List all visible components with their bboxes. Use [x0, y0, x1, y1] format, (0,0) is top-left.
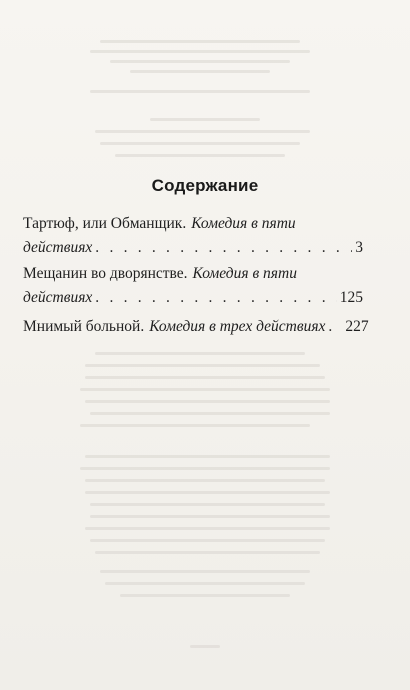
work-genre: Комедия в пяти	[192, 265, 297, 282]
work-genre: Комедия в трех действиях	[149, 318, 326, 335]
work-title: Мещанин во дворянстве.	[23, 265, 188, 282]
toc-entry-bourgeois[interactable]	[23, 262, 363, 310]
dot-leader	[95, 286, 336, 310]
toc-entry-tartuffe[interactable]	[23, 212, 363, 260]
dot-leader	[95, 236, 352, 260]
work-title: Тартюф, или Обманщик.	[23, 215, 187, 232]
toc-entry-line	[23, 262, 363, 286]
toc-heading: Содержание	[151, 176, 259, 195]
page-number: 125	[339, 289, 363, 306]
work-genre-continued: действиях	[23, 239, 93, 256]
work-title: Мнимый больной.	[23, 318, 145, 335]
page-number: 227	[345, 318, 369, 335]
work-genre: Комедия в пяти	[191, 215, 296, 232]
toc-entry-line	[23, 236, 363, 260]
toc-entry-imaginary-invalid[interactable]	[23, 315, 369, 339]
dot-leader	[328, 315, 336, 339]
toc-entry-line	[23, 315, 369, 339]
toc-entry-line	[23, 212, 363, 236]
page-number: 3	[355, 239, 363, 256]
work-genre-continued: действиях	[23, 289, 93, 306]
toc-entry-line	[23, 286, 363, 310]
